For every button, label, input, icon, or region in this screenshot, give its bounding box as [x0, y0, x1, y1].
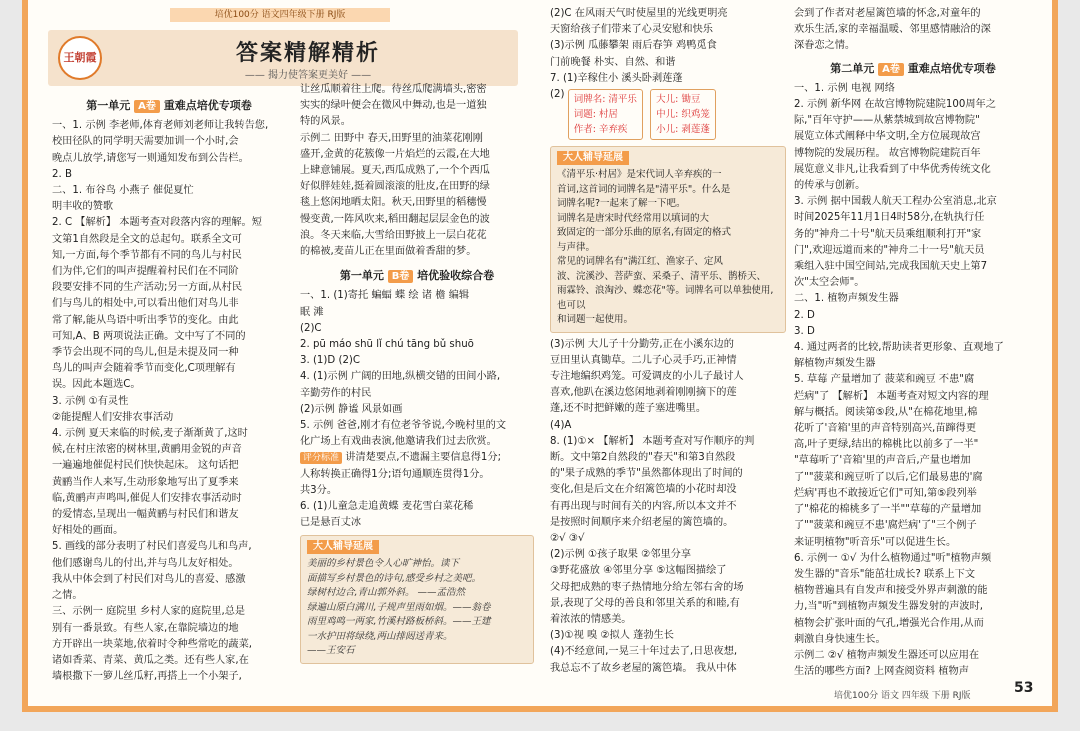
- text-line: 临,黄鹂声声鸣叫,催促人们安排农事活动时: [52, 492, 242, 504]
- text-line: 段要安排不同的生产活动;另一方面,从村民: [52, 282, 243, 294]
- text-line: 了""菠菜和豌豆不患'腐烂病'了"三个例子: [794, 520, 977, 532]
- text-line: 的棉被,麦苗儿正在里面做着香甜的梦。: [300, 246, 477, 258]
- text-line: 生活的哪些方面? 上网查阅资料 植物声: [794, 666, 969, 678]
- answer-text: [52, 118, 286, 685]
- answer-text: [300, 467, 534, 532]
- section-heading: 第二单元 A卷 重难点培优专项卷: [830, 61, 996, 75]
- answer-page: [22, 0, 1058, 712]
- text-line: 文第1自然段是全文的总起句。联系全文可: [52, 233, 242, 245]
- text-line: 着浓浓的情感美。: [550, 613, 632, 625]
- text-line: 明丰收的赞歌: [52, 201, 114, 213]
- text-line: 2. pū máo shū lǐ chú tāng bǔ shuō: [300, 339, 474, 351]
- text-line: 蓬,还不时把鲜嫩的莲子塞进嘴里。: [550, 403, 707, 415]
- text-line: 辛勤劳作的村民: [300, 387, 372, 399]
- text-line: (2)示例 ①孩子取果 ②邻里分享: [550, 549, 692, 561]
- text-line: 烂病"了 【解析】 本题考查对短文内容的理: [794, 390, 989, 402]
- text-line: 可知,A、B 两项说法正确。文中写了不同的: [52, 330, 246, 342]
- text-line: 力,当"听"到植物声频发生器发射的声波时,: [794, 601, 984, 613]
- page-subtitle: —— 揭力使答案更美好 ——: [244, 70, 372, 81]
- text-line: 博物院的发展历程。 故宫博物院建院百年: [794, 147, 981, 159]
- text-line: 一、1. 示例 电视 网络: [794, 82, 895, 94]
- text-line: 好相处的画面。: [52, 525, 124, 537]
- text-line: 晚点儿放学,请您写一则通知发布到公告栏。: [52, 152, 249, 164]
- text-line: 之情。: [52, 590, 83, 602]
- text-line: 眠 滩: [300, 306, 324, 318]
- text-line: 断。文中第2自然段的"春天"和第3自然段: [550, 451, 736, 463]
- text-line: 绿树村边合,青山郭外斜。 ——孟浩然: [307, 587, 466, 599]
- text-line: ②√ ③√: [550, 532, 585, 544]
- text-line: 二、1. 布谷鸟 小燕子 催促夏忙: [52, 185, 194, 197]
- paper-badge: A卷: [134, 100, 160, 113]
- column-2: [300, 82, 534, 668]
- tutor-extension-box: [550, 146, 786, 333]
- text-line: 知,一方面,每个季节都有不同的鸟儿与村民: [52, 249, 242, 261]
- ci-info-box: [568, 89, 643, 140]
- text-line: 的传承与创新。: [794, 180, 866, 192]
- text-line: 景,表现了父母的善良和邻里关系的和睦,有: [550, 597, 740, 609]
- text-line: 们与鸟儿的相处中,可以看出他们对鸟儿非: [52, 298, 239, 310]
- text-line: 三、示例一 庭院里 乡村人家的庭院里,总是: [52, 606, 246, 618]
- text-line: 词牌名呢?一起来了解一下吧。: [557, 198, 686, 210]
- text-line: 3. D: [794, 325, 815, 337]
- text-line: 常了解,能从鸟语中听出季节的变化。由此: [52, 314, 239, 326]
- text-line: 别有一番景致。有些人家,在靠院墙边的地: [52, 622, 239, 634]
- text-line: 误。因此本题选C。: [52, 379, 141, 391]
- column-1: [52, 96, 286, 685]
- text-line: 季节会出现不同的鸟儿,但是未提及同一种: [52, 347, 239, 359]
- text-line: 花听了'音箱'里的声音特别高兴,苗蹿得更: [794, 423, 977, 435]
- text-line: 面描写乡村景色的诗句,感受乡村之美吧。: [307, 572, 482, 584]
- text-line: 6. (1)儿童急走追黄蝶 麦花雪白菜花稀: [300, 501, 474, 513]
- text-line: 我从中体会到了村民们对鸟儿的喜爱、感激: [52, 573, 246, 585]
- text-line: 解与概括。阅读第⑤段,从"在棉花地里,棉: [794, 406, 978, 418]
- top-hint: 培优100分 语文四年级下册 RJ版: [170, 8, 390, 22]
- text-line: 大儿: 锄豆: [656, 94, 701, 106]
- text-line: 欢乐生活,家的幸福温暖、邻里感情融洽的深: [794, 24, 991, 36]
- text-line: 烂病'再也不敢接近它们"可知,第⑤段列举: [794, 487, 977, 499]
- text-line: 时间2025年11月1日4时58分,在轨执行任: [794, 212, 985, 224]
- text-line: 鸟儿的叫声会随着季节而变化,C项理解有: [52, 363, 236, 375]
- text-line: 是按照时间顺序来介绍老屋的篱笆墙的。: [550, 516, 734, 528]
- text-line: 他们感谢鸟儿的付出,并与鸟儿友好相处。: [52, 557, 239, 569]
- text-line: 和词题一起使用。: [557, 314, 634, 326]
- text-line: 有再出现与时间有关的内容,所以本文并不: [550, 500, 737, 512]
- text-line: 豆田里认真锄草。二儿子心灵手巧,正神情: [550, 354, 737, 366]
- box-heading: 大人辅导延展: [557, 151, 629, 165]
- text-line: 实实的绿叶便会在微风中舞动,也是一道独: [300, 100, 487, 112]
- text-line: 展览意义非凡,让我看到了中华优秀传统文化: [794, 163, 991, 175]
- text-line: (4)A: [550, 419, 572, 431]
- text-line: 一、1. (1)寄托 蝙蝠 蝶 绘 诸 檐 编辑: [300, 290, 470, 302]
- section-heading: 第一单元 A卷 重难点培优专项卷: [86, 99, 252, 112]
- text-line: 喜欢,他趴在溪边悠闲地剥着刚刚摘下的莲: [550, 387, 737, 399]
- text-line: 了"棉花的棉桃多了一半""草莓的产量增加: [794, 504, 982, 516]
- text-line: 作者: 辛弃疾: [573, 124, 628, 136]
- text-line: 门",欢迎远道而来的"神舟二十一号"航天员: [794, 244, 985, 256]
- text-line: 化广场上有戏曲表演,他邀请我们过去欣赏。: [300, 436, 497, 448]
- text-line: 《清平乐·村居》是宋代词人辛弃疾的一: [557, 169, 722, 181]
- text-line: 次"太空会师"。: [794, 277, 865, 289]
- box-text: [557, 168, 779, 328]
- text-line: 雨霖铃、浪淘沙、蝶恋花"等。词牌名可以单独使用,也可以: [557, 285, 774, 311]
- text-line: (2)C: [300, 322, 322, 334]
- text-line: (2)示例 静谧 风景如画: [300, 403, 403, 415]
- text-line: 了""菠菜和豌豆听了以后,它们最易患的'腐: [794, 471, 983, 483]
- text-line: 4. 通过两者的比较,帮助读者更形象、直观地了: [794, 342, 1004, 354]
- text-line: 门前晚餐 朴实、自然、和谐: [550, 56, 676, 68]
- tutor-extension-box: [300, 535, 534, 664]
- text-line: 共3分。: [300, 484, 338, 496]
- text-line: 特的风景。: [300, 116, 351, 128]
- answer-text: [550, 6, 786, 87]
- text-line: 天窗给孩子们带来了心灵安慰和快乐: [550, 24, 713, 36]
- ci-form-row: (2) 词牌名: 清平乐 词题: 村居 作者: 辛弃疾 大儿: 锄豆 中儿: 织鸡笼 小儿: 剥莲蓬: [550, 87, 786, 142]
- text-line: 3. 示例 ①有灵性: [52, 395, 129, 407]
- text-line: 首词,这首词的词牌名是"清平乐"。什么是: [557, 183, 731, 195]
- column-3: [550, 6, 786, 677]
- text-line: (3)①视 嗅 ②拟人 蓬勃生长: [550, 630, 674, 642]
- text-line: ③野花盛放 ④邻里分享 ⑤这幅图描绘了: [550, 565, 727, 577]
- text-line: 我总忘不了故乡老屋的篱笆墙。 我从中体: [550, 662, 737, 674]
- text-line: 毯上悠闲地晒太阳。秋天,田野里的稻穗慢: [300, 197, 487, 209]
- text-line: 波、浣溪沙、菩萨蛮、采桑子、清平乐、鹊桥天、: [557, 270, 767, 282]
- answer-text: [794, 6, 1032, 55]
- text-line: 2. C 【解析】 本题考查对段落内容的理解。短: [52, 217, 262, 229]
- text-line: 们为伴,它们的叫声提醒着村民们在不同阶: [52, 266, 239, 278]
- text-line: 常见的词牌名有"满江红、渔家子、定风: [557, 256, 723, 268]
- text-line: 示例二 ②√ 植物声频发生器还可以应用在: [794, 649, 980, 661]
- text-line: 已是悬百丈冰: [300, 517, 362, 529]
- text-line: 候,在村庄浓密的树林里,黄鹂用金锐的声音: [52, 444, 242, 456]
- text-line: 务的"神舟二十号"航天员乘组顺利打开"家: [794, 228, 982, 240]
- text-line: 人称转换正确得1分;语句通顺连贯得1分。: [300, 468, 490, 480]
- text-line: 浪。冬天来临,大雪给田野披上一层白花花: [300, 229, 487, 241]
- answer-text: [300, 288, 534, 450]
- text-line: 上肆意铺展。夏天,西瓜成熟了,一个个西瓜: [300, 165, 490, 177]
- children-box: [650, 89, 716, 140]
- text-line: 展览立体式阐释中华文明,全方位展现故宫: [794, 131, 981, 143]
- text-line: 绿遍山原白满川,子规声里雨如烟。——翁卷: [307, 601, 491, 613]
- text-line: 致固定的一部分乐曲的原名,有固定的格式: [557, 227, 732, 239]
- answer-text: [550, 337, 786, 677]
- text-line: (4)不经意间,一晃三十年过去了,日思夜想,: [550, 646, 738, 658]
- text-line: 深眷恋之情。: [794, 40, 856, 52]
- column-4: [794, 6, 1032, 680]
- text-line: (2)C 在风雨天气时使屋里的光线更明亮: [550, 8, 728, 19]
- paper-badge: B卷: [388, 270, 414, 283]
- text-line: 雨里鸡鸣一两家,竹溪村路板桥斜。——王建: [307, 616, 491, 628]
- text-line: 4. 示例 夏天来临的时候,麦子渐渐黄了,这时: [52, 428, 248, 440]
- text-line: (3)示例 瓜藤攀架 雨后春笋 鸡鸭觅食: [550, 40, 717, 52]
- text-line: 3. 示例 据中国载人航天工程办公室消息,北京: [794, 196, 997, 208]
- text-line: 会到了作者对老屋篱笆墙的怀念,对童年的: [794, 8, 981, 19]
- box-heading: 大人辅导延展: [307, 540, 379, 554]
- text-line: 的"果子成熟的季节"虽然都体现出了时间的: [550, 468, 743, 480]
- answer-text: [300, 82, 534, 260]
- text-line: (3)示例 大儿子十分勤劳,正在小溪东边的: [550, 338, 734, 350]
- text-line: 词牌名: 清平乐: [573, 94, 637, 106]
- box-text: [307, 557, 527, 659]
- text-line: 2. B: [52, 168, 72, 180]
- text-line: 8. (1)①× 【解析】 本题考查对写作顺序的判: [550, 435, 755, 447]
- text-line: 来证明植物"听音乐"可以促进生长。: [794, 536, 957, 548]
- text-line: 二、1. 植物声频发生器: [794, 293, 899, 305]
- section-heading: 第一单元 B卷 培优验收综合卷: [339, 269, 495, 283]
- text-line: 方开辟出一块菜地,依着时令种些常吃的蔬菜,: [52, 638, 253, 650]
- text-line: 3. (1)D (2)C: [300, 355, 361, 367]
- text-line: 好似胖娃娃,挺着圆滚滚的肚皮,在田野的绿: [300, 181, 490, 193]
- text-line: 5. 画线的部分表明了村民们喜爱鸟儿和鸟声,: [52, 541, 252, 553]
- text-line: 小儿: 剥莲蓬: [656, 124, 710, 136]
- text-line: 7. (1)辛稼住小 溪头卧剥莲蓬: [550, 72, 683, 84]
- text-line: 一、1. 示例 李老师,体育老师刘老师让我转告您,: [52, 120, 269, 132]
- text-line: 一遍遍地催促村民们快快起床。 这句话把: [52, 460, 239, 472]
- paper-badge: A卷: [878, 63, 904, 76]
- text-line: 墙根撒下一箩儿丝瓜籽,再搭上一个小架子,: [52, 671, 242, 683]
- text-line: 诸如香菜、青菜、黄瓜之类。还有些人家,在: [52, 654, 249, 666]
- text-line: 植物会扩张叶面的气孔,增强光合作用,从而: [794, 617, 984, 629]
- text-line: 与声律。: [557, 241, 596, 253]
- page-title: 答案精解精析: [235, 41, 380, 66]
- text-line: 2. 示例 新华网 在故宫博物院建院100周年之: [794, 99, 996, 111]
- text-line: 中儿: 织鸡笼: [656, 109, 710, 121]
- text-line: 发生器的"音乐"能茁壮成长? 联系上下文: [794, 568, 976, 580]
- scoring-line: 评分标准 讲清楚要点,不遗漏主要信息得1分;: [300, 450, 534, 466]
- text-line: 慢变黄,一阵风吹来,稻田翻起层层金色的波: [300, 213, 490, 225]
- text-line: 解植物声频发生器: [794, 358, 876, 370]
- text-line: 校田径队的同学明天需要加训一个小时,会: [52, 136, 239, 148]
- score-tag: 评分标准: [300, 452, 342, 464]
- text-line: 乘组入驻中国空间站,完成我国航天史上第7: [794, 261, 988, 273]
- text-line: 让丝瓜顺着往上爬。待丝瓜爬满墙头,密密: [300, 84, 487, 95]
- text-line: 盛开,金黄的花簇像一片焰烂的云霞,在大地: [300, 148, 490, 160]
- text-line: 一水护田将绿绕,两山排闼送青来。: [307, 630, 453, 642]
- brand-logo: 王朝霞: [58, 36, 102, 80]
- text-line: ——王安石: [307, 645, 355, 657]
- text-line: 变化,但是后文在介绍篱笆墙的小花时却没: [550, 484, 737, 496]
- text-line: 专注地编织鸡笼。可爱调皮的小儿子最讨人: [550, 370, 744, 382]
- text-line: "草莓听了'音箱'里的声音后,产量也增加: [794, 455, 971, 467]
- text-line: 示例二 田野中 春天,田野里的油菜花刚刚: [300, 132, 483, 144]
- text-line: 5. 示例 爸爸,刚才有位老爷爷说,今晚村里的文: [300, 420, 507, 432]
- text-line: 词题: 村居: [573, 109, 618, 121]
- text-line: 际,"百年守护——从紫禁城到故宫博物院": [794, 115, 980, 127]
- text-line: 6. 示例一 ①√ 为什么植物通过"听"植物声频: [794, 552, 992, 564]
- footer-info: 培优100分 语文 四年级 下册 RJ版: [834, 691, 971, 701]
- text-line: 刺激自身快速生长。: [794, 633, 886, 645]
- text-line: 美丽的乡村景色令人心旷神怡。读下: [307, 558, 460, 570]
- text-line: 2. D: [794, 309, 815, 321]
- text-line: 植物普遍具有自发声和接受外界声刺激的能: [794, 585, 988, 597]
- text-line: 5. 草莓 产量增加了 菠菜和豌豆 不患"腐: [794, 374, 975, 386]
- answer-text: [794, 81, 1032, 681]
- text-line: 高,叶子更绿,结出的棉桃比以前多了一半": [794, 439, 979, 451]
- text-line: 词牌名是唐宋时代经常用以填词的大: [557, 212, 710, 224]
- page-number: 53: [1014, 680, 1034, 696]
- text-line: 的爱情态,呈现出一幅黄鹂与村民们和谐友: [52, 509, 239, 521]
- text-line: ②能提醒人们安排农事活动: [52, 411, 174, 423]
- text-line: 父母把成熟的枣子热情地分给左邻右舍的场: [550, 581, 744, 593]
- text-line: 黄鹂当作人来写,生动形象地写出了夏季来: [52, 476, 239, 488]
- text-line: 4. (1)示例 广阔的田地,纵横交错的田间小路,: [300, 371, 501, 383]
